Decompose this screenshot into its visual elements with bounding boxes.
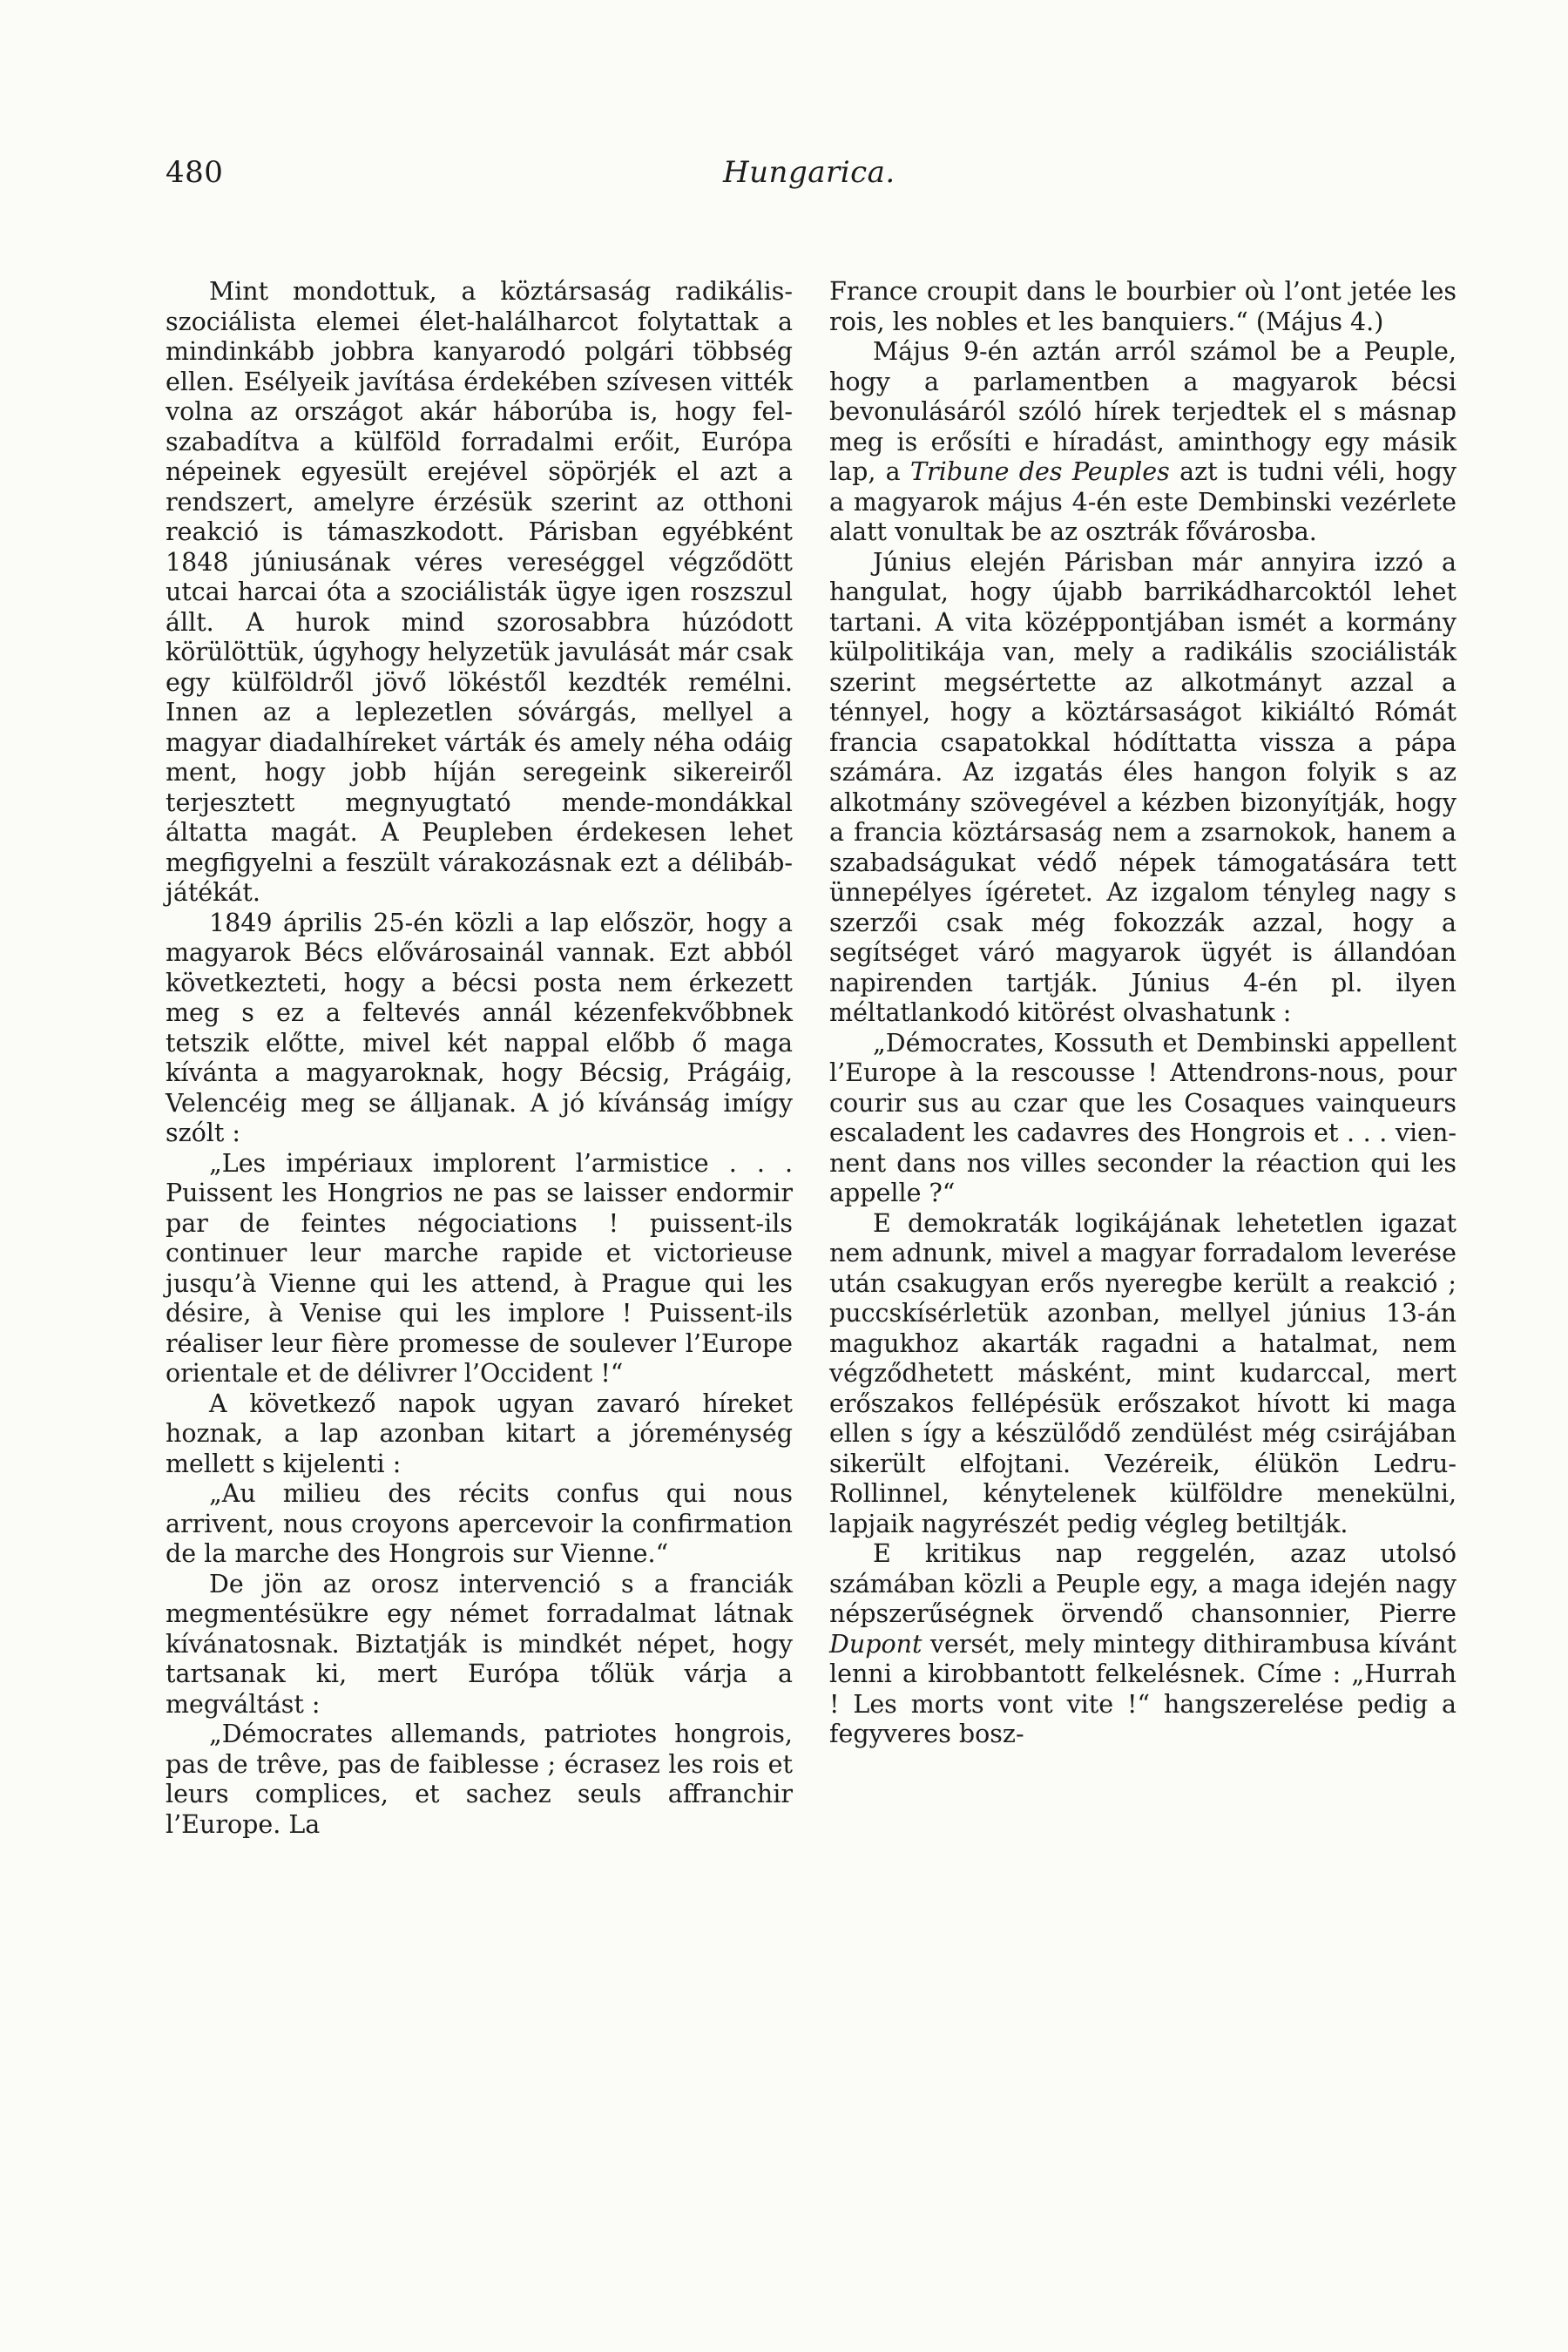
- right-paragraph-4-end: versét, mely mintegy dithirambusa kívánt lenni a kirobbantott felkelésnek. Címe : „Hurrah ! Les morts vont vite !“ hangszerelése pedig a fegyveres bosz-: [829, 1629, 1456, 1748]
- right-paragraph-4-text: E kritikus nap reggelén, azaz utolsó számában közli a Peuple egy, a maga idején nagy népszerűségnek örvendő chansonnier, Pierre: [829, 1539, 1456, 1628]
- left-paragraph-1: Mint mondottuk, a köztársaság radikális-szociálista elemei élet-halálharcot folytattak a mindinkább jobbra kanyarodó polgári többség ellen. Esélyeik javítása érdekében szívesen vitték volna az országot akár háborúba is, hogy felszabadítva a külföld forradalmi erőit, Európa népeinek egyesült erejével söpörjék el azt a rendszert, amelyre érzésük szerint az otthoni reakció is támaszkodott. Párisban egyébként 1848 júniusának véres vereséggel végződött utcai harcai óta a szociálisták ügye igen roszszul állt. A hurok mind szorosabbra húzódott körülöttük, úgyhogy helyzetük javulását már csak egy külföldről jövő lökéstől kezdték remélni. Innen az a leplezetlen sóvárgás, mellyel a magyar diadalhíreket várták és amely néha odáig ment, hogy jobb híján seregeink sikereiről terjesztett megnyugtató mende-mondákkal áltatta magát. A Peupleben érdekesen lehet megfigyelni a feszült várakozásnak ezt a délibábjátékát.: [166, 277, 793, 907]
- left-paragraph-3: A következő napok ugyan zavaró híreket hoznak, a lap azonban kitart a jóreménység mellett s kijelenti :: [166, 1389, 793, 1478]
- right-paragraph-3: E demokraták logikájának lehetetlen igazat nem adnunk, mivel a magyar forradalom leverése után csakugyan erős nyeregbe került a reakció ; puccskísérletük azonban, mellyel június 13-án magukhoz akarták ragadni a hatalmat, nem végződhetett másként, mint kudarccal, mert erőszakos fellépésük erőszakot hívott ki maga ellen s így a készülődő zendülést még csirájában sikerült elfojtani. Vezéreik, élükön Ledru-Rollinnel, kénytelenek külföldre menekülni, lapjaik nagyrészét pedig végleg betiltják.: [829, 1208, 1456, 1538]
- left-quote-1: „Les impériaux implorent l’armistice . . . Puissent les Hongrios ne pas se laisser endormir par de feintes négociations ! puissent-ils continuer leur marche rapide et victorieuse jusqu’à Vienne qui les attend, à Prague qui les désire, à Venise qui les implore ! Puissent-ils réaliser leur fière promesse de soulever l’Europe orientale et de délivrer l’Occident !“: [166, 1148, 793, 1388]
- left-column: [166, 277, 793, 1840]
- right-quote-continuation: France croupit dans le bourbier où l’ont jetée les rois, les nobles et les banquiers.“ (Május 4.): [829, 277, 1456, 336]
- left-quote-2: „Au milieu des récits confus qui nous arrivent, nous croyons apercevoir la confirmation de la marche des Hongrois sur Vienne.“: [166, 1479, 793, 1568]
- right-paragraph-1-text: Május 9-én aztán arról számol be a Peuple, hogy a parlamentben a magyarok bécsi bevonulásáról szóló hírek terjedtek el s másnap meg is erősíti e híradást, aminthogy egy másik lap, a: [829, 337, 1456, 486]
- right-paragraph-4: [829, 1539, 1456, 1750]
- right-paragraph-1: [829, 337, 1456, 548]
- left-quote-3: „Démocrates allemands, patriotes hongrois, pas de trêve, pas de faiblesse ; écrasez les rois et leurs complices, et sachez seuls affranchir l’Europe. La: [166, 1720, 793, 1839]
- author-name-dupont: Dupont: [829, 1629, 923, 1659]
- right-paragraph-2: Június elején Párisban már annyira izzó a hangulat, hogy újabb barrikádharcoktól lehet tartani. A vita középpontjában ismét a kormány külpolitikája van, mely a radikális szociálisták szerint megsértette az alkotmányt azzal a ténnyel, hogy a köztársaságot kikiáltó Rómát francia csapatokkal hódíttatta vissza a pápa számára. Az izgatás éles hangon folyik s az alkotmány szövegével a kézben bizonyítják, hogy a francia köztársaság nem a zsarnokok, hanem a szabadságukat védő népek támogatására tett ünnepélyes ígéretet. Az izgalom tényleg nagy s szerzői csak még fokozzák azzal, hogy a segítséget váró magyarok ügyét is állandóan napirenden tartják. Június 4-én pl. ilyen méltatlankodó kitörést olvashatunk :: [829, 547, 1456, 1027]
- running-title: Hungarica.: [723, 155, 896, 190]
- newspaper-title-tribune: Tribune des Peuples: [909, 457, 1170, 486]
- page-number: 480: [166, 155, 224, 190]
- right-quote-1: „Démocrates, Kossuth et Dembinski appellent l’Europe à la rescousse ! Attendrons-nous, pour courir sus au czar que les Cosaques vainqueurs escaladent les cadavres des Hongrois et . . . viennent dans nos villes seconder la réaction qui les appelle ?“: [829, 1028, 1456, 1207]
- right-paragraph-1-end: azt is tudni véli, hogy a magyarok május 4-én este Dembinski vezérlete alatt vonultak be az osztrák fővárosba.: [829, 457, 1457, 546]
- right-column: [829, 277, 1456, 1750]
- left-paragraph-2: 1849 április 25-én közli a lap először, hogy a magyarok Bécs elővárosainál vannak. Ezt abból következteti, hogy a bécsi posta nem érkezett meg s ez a feltevés annál kézenfekvőbbnek tetszik előtte, mivel két nappal előbb ő maga kívánta a magyaroknak, hogy Bécsig, Prágáig, Velencéig meg se álljanak. A jó kívánság imígy szólt :: [166, 908, 793, 1147]
- left-paragraph-4: De jön az orosz intervenció s a franciák megmentésükre egy német forradalmat látnak kívánatosnak. Biztatják is mindkét népet, hogy tartsanak ki, mert Európa tőlük várja a megváltást :: [166, 1569, 793, 1719]
